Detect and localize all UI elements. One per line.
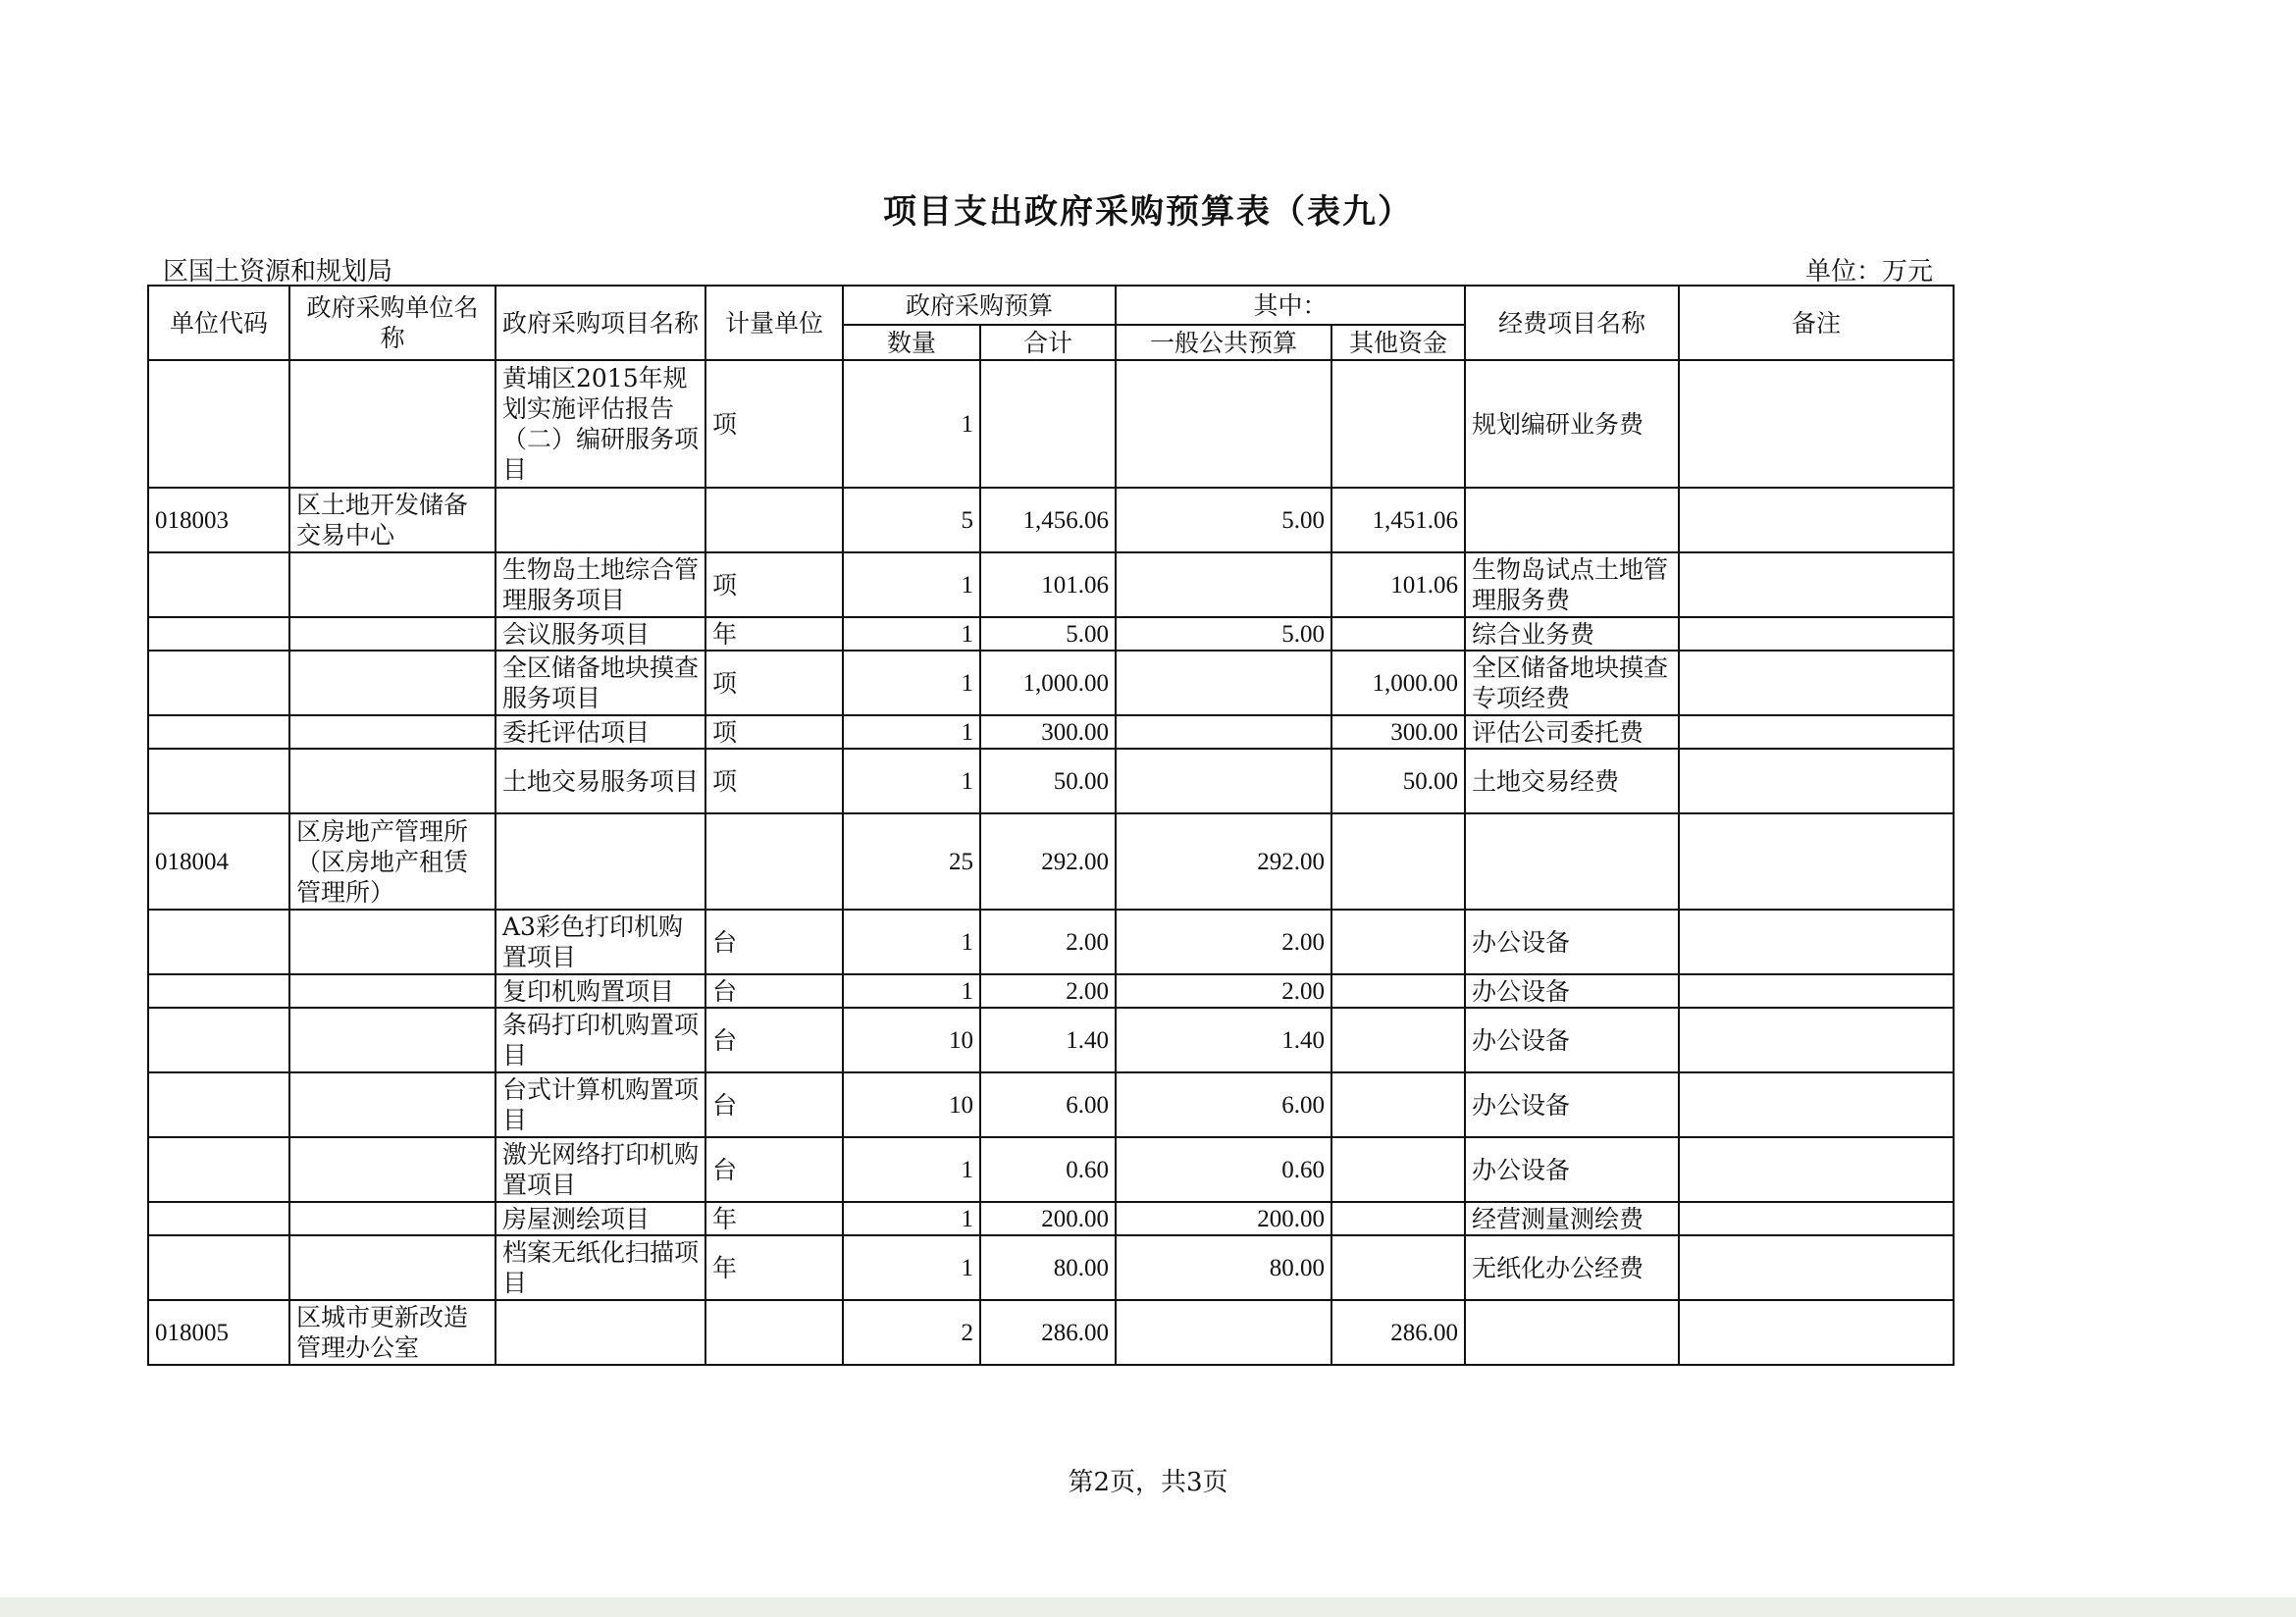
table-row bbox=[148, 1137, 1954, 1202]
cell-quantity: 1 bbox=[843, 360, 980, 488]
cell-total: 200.00 bbox=[980, 1202, 1116, 1235]
table-body bbox=[148, 360, 1954, 1365]
cell-other-funds: 1,451.06 bbox=[1331, 488, 1465, 552]
table-row bbox=[148, 552, 1954, 617]
table-row bbox=[148, 813, 1954, 910]
cell-other-funds: 286.00 bbox=[1331, 1300, 1465, 1365]
cell-remark bbox=[1679, 1072, 1954, 1137]
header-fund-item: 经费项目名称 bbox=[1465, 286, 1679, 360]
cell-other-funds bbox=[1331, 360, 1465, 488]
cell-quantity: 1 bbox=[843, 1202, 980, 1235]
cell-unit-name bbox=[289, 360, 496, 488]
cell-fund-item: 办公设备 bbox=[1465, 974, 1679, 1008]
cell-remark bbox=[1679, 651, 1954, 715]
cell-remark bbox=[1679, 488, 1954, 552]
cell-general-budget bbox=[1116, 552, 1331, 617]
cell-general-budget: 2.00 bbox=[1116, 910, 1331, 974]
cell-fund-item: 无纸化办公经费 bbox=[1465, 1235, 1679, 1300]
cell-remark bbox=[1679, 1235, 1954, 1300]
cell-general-budget: 292.00 bbox=[1116, 813, 1331, 910]
cell-other-funds: 1,000.00 bbox=[1331, 651, 1465, 715]
cell-item-name: 土地交易服务项目 bbox=[496, 749, 705, 813]
cell-item-name: 档案无纸化扫描项目 bbox=[496, 1235, 705, 1300]
cell-fund-item: 评估公司委托费 bbox=[1465, 715, 1679, 749]
cell-other-funds bbox=[1331, 1235, 1465, 1300]
cell-code bbox=[148, 1137, 289, 1202]
cell-other-funds bbox=[1331, 1008, 1465, 1072]
cell-item-name bbox=[496, 813, 705, 910]
cell-fund-item bbox=[1465, 488, 1679, 552]
table-row bbox=[148, 749, 1954, 813]
header-unit-name: 政府采购单位名称 bbox=[289, 286, 496, 360]
cell-measure-unit: 项 bbox=[705, 749, 843, 813]
cell-unit-name: 区土地开发储备交易中心 bbox=[289, 488, 496, 552]
table-row bbox=[148, 974, 1954, 1008]
cell-unit-name bbox=[289, 617, 496, 651]
cell-unit-name: 区城市更新改造管理办公室 bbox=[289, 1300, 496, 1365]
cell-code bbox=[148, 1202, 289, 1235]
cell-measure-unit: 台 bbox=[705, 1072, 843, 1137]
table-row bbox=[148, 715, 1954, 749]
cell-total: 2.00 bbox=[980, 910, 1116, 974]
cell-unit-name bbox=[289, 1008, 496, 1072]
header-other-funds: 其他资金 bbox=[1331, 325, 1465, 360]
header-remark: 备注 bbox=[1679, 286, 1954, 360]
cell-other-funds bbox=[1331, 1072, 1465, 1137]
cell-measure-unit: 台 bbox=[705, 1137, 843, 1202]
unit-label: 单位：万元 bbox=[1805, 257, 1934, 287]
header-measure-unit: 计量单位 bbox=[705, 286, 843, 360]
cell-other-funds bbox=[1331, 617, 1465, 651]
cell-general-budget bbox=[1116, 360, 1331, 488]
cell-general-budget: 6.00 bbox=[1116, 1072, 1331, 1137]
cell-item-name: 条码打印机购置项目 bbox=[496, 1008, 705, 1072]
cell-unit-name bbox=[289, 910, 496, 974]
cell-quantity: 1 bbox=[843, 910, 980, 974]
cell-total: 6.00 bbox=[980, 1072, 1116, 1137]
cell-fund-item: 全区储备地块摸查专项经费 bbox=[1465, 651, 1679, 715]
cell-code bbox=[148, 1235, 289, 1300]
cell-measure-unit: 项 bbox=[705, 651, 843, 715]
table-row bbox=[148, 1008, 1954, 1072]
cell-measure-unit: 年 bbox=[705, 1202, 843, 1235]
cell-remark bbox=[1679, 1300, 1954, 1365]
cell-quantity: 1 bbox=[843, 651, 980, 715]
cell-unit-name bbox=[289, 1202, 496, 1235]
cell-item-name bbox=[496, 488, 705, 552]
cell-fund-item bbox=[1465, 1300, 1679, 1365]
cell-measure-unit: 年 bbox=[705, 617, 843, 651]
cell-item-name: 委托评估项目 bbox=[496, 715, 705, 749]
cell-remark bbox=[1679, 1008, 1954, 1072]
cell-total: 2.00 bbox=[980, 974, 1116, 1008]
cell-fund-item: 规划编研业务费 bbox=[1465, 360, 1679, 488]
cell-total: 1.40 bbox=[980, 1008, 1116, 1072]
cell-remark bbox=[1679, 617, 1954, 651]
cell-total: 286.00 bbox=[980, 1300, 1116, 1365]
cell-code bbox=[148, 617, 289, 651]
cell-general-budget bbox=[1116, 749, 1331, 813]
cell-remark bbox=[1679, 1137, 1954, 1202]
cell-remark bbox=[1679, 910, 1954, 974]
cell-other-funds: 50.00 bbox=[1331, 749, 1465, 813]
cell-fund-item: 办公设备 bbox=[1465, 1072, 1679, 1137]
cell-total: 5.00 bbox=[980, 617, 1116, 651]
cell-fund-item: 经营测量测绘费 bbox=[1465, 1202, 1679, 1235]
table-row bbox=[148, 910, 1954, 974]
cell-remark bbox=[1679, 974, 1954, 1008]
cell-general-budget bbox=[1116, 715, 1331, 749]
cell-other-funds bbox=[1331, 974, 1465, 1008]
cell-item-name: 黄埔区2015年规划实施评估报告（二）编研服务项目 bbox=[496, 360, 705, 488]
cell-quantity: 10 bbox=[843, 1008, 980, 1072]
cell-unit-name: 区房地产管理所（区房地产租赁管理所） bbox=[289, 813, 496, 910]
cell-quantity: 1 bbox=[843, 552, 980, 617]
cell-total: 292.00 bbox=[980, 813, 1116, 910]
cell-fund-item bbox=[1465, 813, 1679, 910]
cell-code bbox=[148, 749, 289, 813]
header-code: 单位代码 bbox=[148, 286, 289, 360]
cell-item-name: 生物岛土地综合管理服务项目 bbox=[496, 552, 705, 617]
cell-remark bbox=[1679, 360, 1954, 488]
cell-total: 50.00 bbox=[980, 749, 1116, 813]
header-total: 合计 bbox=[980, 325, 1116, 360]
cell-quantity: 1 bbox=[843, 749, 980, 813]
cell-fund-item: 生物岛试点土地管理服务费 bbox=[1465, 552, 1679, 617]
scan-edge bbox=[0, 1597, 2296, 1617]
table-row bbox=[148, 1072, 1954, 1137]
header-budget-group: 政府采购预算 bbox=[843, 286, 1116, 325]
cell-unit-name bbox=[289, 552, 496, 617]
cell-general-budget: 200.00 bbox=[1116, 1202, 1331, 1235]
cell-other-funds: 300.00 bbox=[1331, 715, 1465, 749]
cell-measure-unit: 项 bbox=[705, 552, 843, 617]
cell-measure-unit: 年 bbox=[705, 1235, 843, 1300]
cell-measure-unit bbox=[705, 813, 843, 910]
cell-measure-unit: 项 bbox=[705, 360, 843, 488]
header-quantity: 数量 bbox=[843, 325, 980, 360]
cell-general-budget: 5.00 bbox=[1116, 617, 1331, 651]
cell-remark bbox=[1679, 813, 1954, 910]
cell-unit-name bbox=[289, 1235, 496, 1300]
cell-remark bbox=[1679, 715, 1954, 749]
cell-code bbox=[148, 715, 289, 749]
cell-code bbox=[148, 360, 289, 488]
cell-other-funds bbox=[1331, 813, 1465, 910]
cell-code bbox=[148, 552, 289, 617]
cell-measure-unit bbox=[705, 1300, 843, 1365]
cell-quantity: 5 bbox=[843, 488, 980, 552]
cell-quantity: 1 bbox=[843, 974, 980, 1008]
cell-general-budget bbox=[1116, 651, 1331, 715]
cell-total: 80.00 bbox=[980, 1235, 1116, 1300]
cell-fund-item: 办公设备 bbox=[1465, 910, 1679, 974]
table-row bbox=[148, 488, 1954, 552]
cell-measure-unit: 台 bbox=[705, 974, 843, 1008]
cell-quantity: 1 bbox=[843, 1235, 980, 1300]
cell-item-name: A3彩色打印机购置项目 bbox=[496, 910, 705, 974]
table-header bbox=[148, 286, 1954, 360]
cell-total: 101.06 bbox=[980, 552, 1116, 617]
cell-code bbox=[148, 910, 289, 974]
cell-code bbox=[148, 974, 289, 1008]
table-row bbox=[148, 617, 1954, 651]
cell-fund-item: 土地交易经费 bbox=[1465, 749, 1679, 813]
cell-total bbox=[980, 360, 1116, 488]
cell-fund-item: 办公设备 bbox=[1465, 1137, 1679, 1202]
header-item-name: 政府采购项目名称 bbox=[496, 286, 705, 360]
cell-total: 300.00 bbox=[980, 715, 1116, 749]
cell-measure-unit: 项 bbox=[705, 715, 843, 749]
cell-item-name: 全区储备地块摸查服务项目 bbox=[496, 651, 705, 715]
page-title: 项目支出政府采购预算表（表九） bbox=[883, 192, 1413, 232]
cell-unit-name bbox=[289, 1072, 496, 1137]
cell-measure-unit: 台 bbox=[705, 910, 843, 974]
header-among-group: 其中： bbox=[1116, 286, 1465, 325]
cell-other-funds: 101.06 bbox=[1331, 552, 1465, 617]
cell-remark bbox=[1679, 552, 1954, 617]
table-row bbox=[148, 651, 1954, 715]
cell-general-budget: 5.00 bbox=[1116, 488, 1331, 552]
organization-name: 区国土资源和规划局 bbox=[163, 257, 393, 287]
cell-unit-name bbox=[289, 974, 496, 1008]
cell-item-name: 复印机购置项目 bbox=[496, 974, 705, 1008]
cell-remark bbox=[1679, 749, 1954, 813]
cell-unit-name bbox=[289, 651, 496, 715]
cell-general-budget: 2.00 bbox=[1116, 974, 1331, 1008]
cell-general-budget bbox=[1116, 1300, 1331, 1365]
cell-measure-unit bbox=[705, 488, 843, 552]
cell-code bbox=[148, 1008, 289, 1072]
cell-item-name: 台式计算机购置项目 bbox=[496, 1072, 705, 1137]
cell-fund-item: 综合业务费 bbox=[1465, 617, 1679, 651]
page-number: 第2页，共3页 bbox=[1068, 1468, 1228, 1497]
cell-general-budget: 80.00 bbox=[1116, 1235, 1331, 1300]
cell-quantity: 1 bbox=[843, 1137, 980, 1202]
procurement-budget-table bbox=[147, 285, 1955, 1366]
cell-fund-item: 办公设备 bbox=[1465, 1008, 1679, 1072]
cell-total: 0.60 bbox=[980, 1137, 1116, 1202]
cell-quantity: 1 bbox=[843, 715, 980, 749]
cell-other-funds bbox=[1331, 1137, 1465, 1202]
cell-quantity: 25 bbox=[843, 813, 980, 910]
cell-code: 018003 bbox=[148, 488, 289, 552]
cell-quantity: 1 bbox=[843, 617, 980, 651]
cell-other-funds bbox=[1331, 910, 1465, 974]
cell-unit-name bbox=[289, 749, 496, 813]
cell-unit-name bbox=[289, 1137, 496, 1202]
cell-code bbox=[148, 1072, 289, 1137]
cell-general-budget: 0.60 bbox=[1116, 1137, 1331, 1202]
table-row bbox=[148, 360, 1954, 488]
cell-item-name: 房屋测绘项目 bbox=[496, 1202, 705, 1235]
cell-code: 018004 bbox=[148, 813, 289, 910]
cell-remark bbox=[1679, 1202, 1954, 1235]
table-row bbox=[148, 1202, 1954, 1235]
cell-item-name: 激光网络打印机购置项目 bbox=[496, 1137, 705, 1202]
cell-other-funds bbox=[1331, 1202, 1465, 1235]
header-general-budget: 一般公共预算 bbox=[1116, 325, 1331, 360]
cell-code bbox=[148, 651, 289, 715]
cell-code: 018005 bbox=[148, 1300, 289, 1365]
cell-total: 1,456.06 bbox=[980, 488, 1116, 552]
cell-general-budget: 1.40 bbox=[1116, 1008, 1331, 1072]
cell-measure-unit: 台 bbox=[705, 1008, 843, 1072]
table-row bbox=[148, 1235, 1954, 1300]
cell-item-name: 会议服务项目 bbox=[496, 617, 705, 651]
table-row bbox=[148, 1300, 1954, 1365]
cell-item-name bbox=[496, 1300, 705, 1365]
cell-unit-name bbox=[289, 715, 496, 749]
cell-quantity: 10 bbox=[843, 1072, 980, 1137]
cell-quantity: 2 bbox=[843, 1300, 980, 1365]
cell-total: 1,000.00 bbox=[980, 651, 1116, 715]
